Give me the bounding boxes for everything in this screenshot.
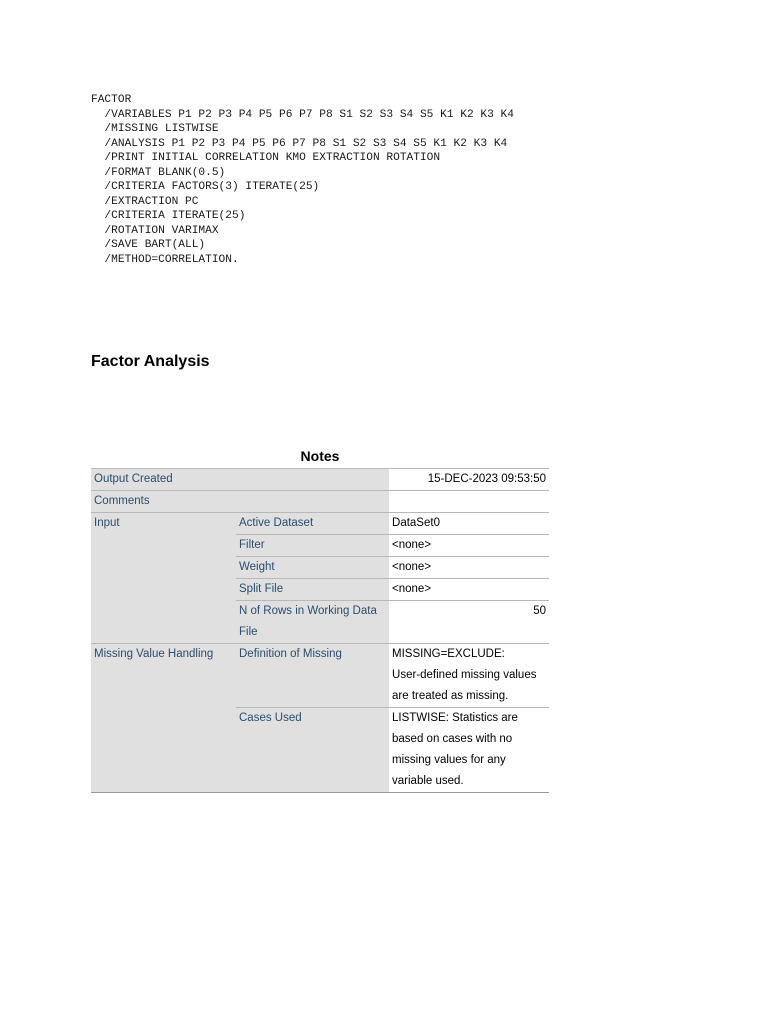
syntax-line: /ANALYSIS P1 P2 P3 P4 P5 P6 P7 P8 S1 S2 S3 S4 S5 K1 K2 K3 K4 [91,137,508,150]
table-row [91,491,549,513]
weight-value: <none> [389,557,549,579]
weight-label: Weight [236,557,389,579]
syntax-line: /PRINT INITIAL CORRELATION KMO EXTRACTION ROTATION [91,152,441,165]
syntax-line: /CRITERIA FACTORS(3) ITERATE(25) [91,181,320,194]
definition-missing-value [389,644,549,708]
syntax-line: /FORMAT BLANK(0.5) [91,166,226,179]
syntax-line: /EXTRACTION PC [91,195,199,208]
cases-used-line: variable used. [392,775,464,787]
definition-missing-label: Definition of Missing [236,644,389,708]
syntax-line: FACTOR [91,94,132,106]
definition-line: User-defined missing values [392,669,537,681]
missing-handling-label: Missing Value Handling [91,644,236,793]
syntax-line: /VARIABLES P1 P2 P3 P4 P5 P6 P7 P8 S1 S2 S3 S4 S5 K1 K2 K3 K4 [91,108,514,121]
syntax-line: /CRITERIA ITERATE(25) [91,210,246,223]
output-created-value: 15-DEC-2023 09:53:50 [389,469,549,491]
syntax-line: /METHOD=CORRELATION. [91,254,239,267]
syntax-line: /SAVE BART(ALL) [91,239,206,252]
syntax-line: /ROTATION VARIMAX [91,224,219,237]
comments-value [389,491,549,513]
syntax-line: /MISSING LISTWISE [91,123,219,136]
n-rows-value: 50 [389,601,549,644]
definition-line: MISSING=EXCLUDE: [392,648,505,660]
table-row [91,644,549,708]
n-rows-label-line1: N of Rows in Working Data [239,605,377,617]
table-row [91,513,549,535]
table-row [91,469,549,491]
cases-used-value [389,708,549,793]
split-file-label: Split File [236,579,389,601]
input-label: Input [91,513,236,644]
filter-label: Filter [236,535,389,557]
n-rows-label [236,601,389,644]
definition-line: are treated as missing. [392,690,509,702]
cases-used-line: missing values for any [392,754,506,766]
active-dataset-label: Active Dataset [236,513,389,535]
syntax-block [91,93,514,268]
split-file-value: <none> [389,579,549,601]
section-heading: Factor Analysis [91,353,210,370]
n-rows-label-line2: File [239,626,258,638]
notes-table [91,468,549,793]
table-title: Notes [300,448,340,464]
cases-used-line: based on cases with no [392,733,513,745]
cases-used-line: LISTWISE: Statistics are [392,712,518,724]
filter-value: <none> [389,535,549,557]
cases-used-label: Cases Used [236,708,389,793]
active-dataset-value: DataSet0 [389,513,549,535]
output-created-label: Output Created [91,469,389,491]
comments-label: Comments [91,491,389,513]
